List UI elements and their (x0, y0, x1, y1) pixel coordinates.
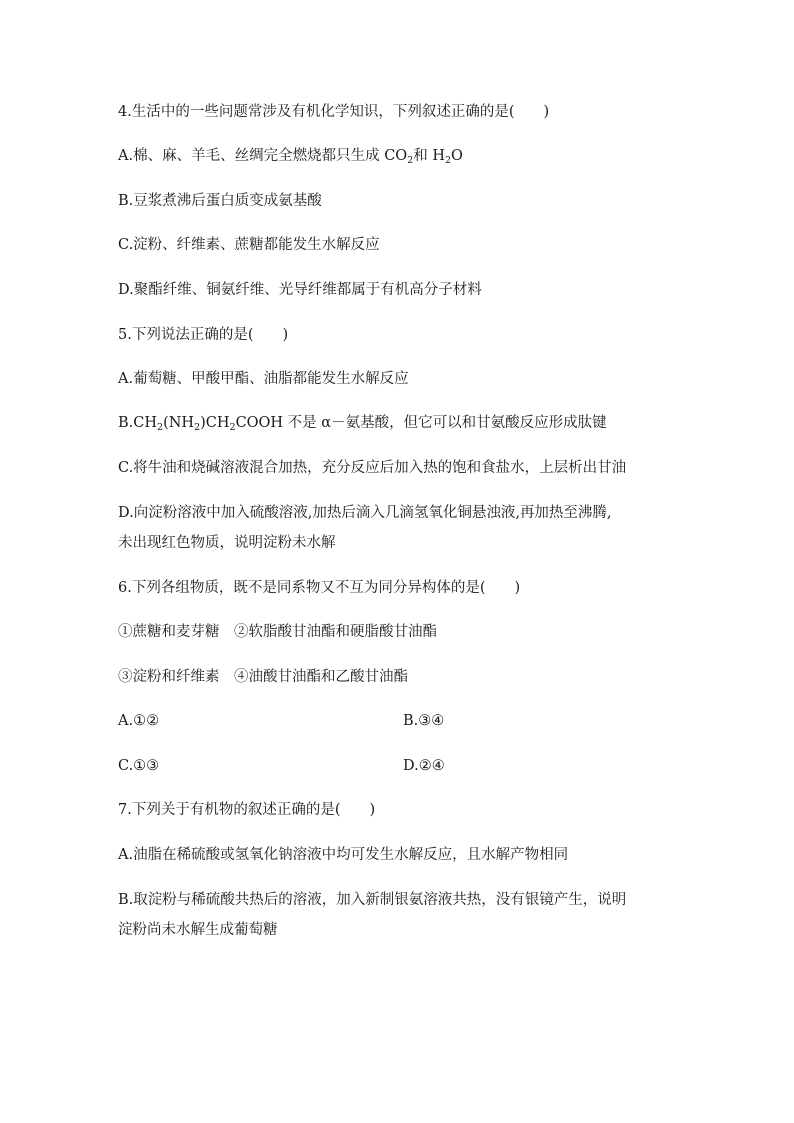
question-6-option-a: A.①② (118, 713, 160, 729)
question-6-option-b: B.③④ (403, 713, 445, 729)
question-6-stem: 6.下列各组物质，既不是同系物又不互为同分异构体的是( ) (118, 580, 521, 596)
question-4-option-d: D.聚酯纤维、铜氨纤维、光导纤维都属于有机高分子材料 (118, 282, 482, 298)
question-4-stem: 4.生活中的一些问题常涉及有机化学知识，下列叙述正确的是( ) (118, 104, 550, 120)
question-5-option-d-line1: D.向淀粉溶液中加入硫酸溶液,加热后滴入几滴氢氧化铜悬浊液,再加热至沸腾, (118, 505, 612, 521)
question-4-option-c: C.淀粉、纤维素、蔗糖都能发生水解反应 (118, 237, 380, 253)
question-5-option-a: A.葡萄糖、甲酸甲酯、油脂都能发生水解反应 (118, 371, 409, 387)
question-5-option-d-line2: 未出现红色物质，说明淀粉未水解 (118, 535, 336, 551)
question-6-option-c: C.①③ (118, 758, 160, 774)
question-4-option-b: B.豆浆煮沸后蛋白质变成氨基酸 (118, 193, 322, 209)
question-5-option-c: C.将牛油和烧碱溶液混合加热，充分反应后加入热的饱和食盐水，上层析出甘油 (118, 460, 627, 476)
question-7-stem: 7.下列关于有机物的叙述正确的是( ) (118, 802, 376, 818)
question-5-option-b: $B.CH_2(NH_2)CH_2COOH$ 不是 α－氨基酸，但它可以和甘氨酸反应形成肽键 (118, 415, 607, 433)
question-4-option-a: A.棉、麻、羊毛、丝绸完全燃烧都只生成 $CO_2$和 $H_2O$ (118, 148, 463, 166)
question-6-items-line1: ①蔗糖和麦芽糖 ②软脂酸甘油酯和硬脂酸甘油酯 (118, 624, 437, 640)
question-6-items-line2: ③淀粉和纤维素 ④油酸甘油酯和乙酸甘油酯 (118, 669, 408, 685)
question-6-option-d: D.②④ (403, 758, 445, 774)
question-5-stem: 5.下列说法正确的是( ) (118, 327, 289, 343)
question-7-option-b-line1: B.取淀粉与稀硫酸共热后的溶液，加入新制银氨溶液共热，没有银镜产生，说明 (118, 892, 627, 908)
question-7-option-a: A.油脂在稀硫酸或氢氧化钠溶液中均可发生水解反应，且水解产物相同 (118, 847, 569, 863)
question-7-option-b-line2: 淀粉尚未水解生成葡萄糖 (118, 922, 278, 938)
